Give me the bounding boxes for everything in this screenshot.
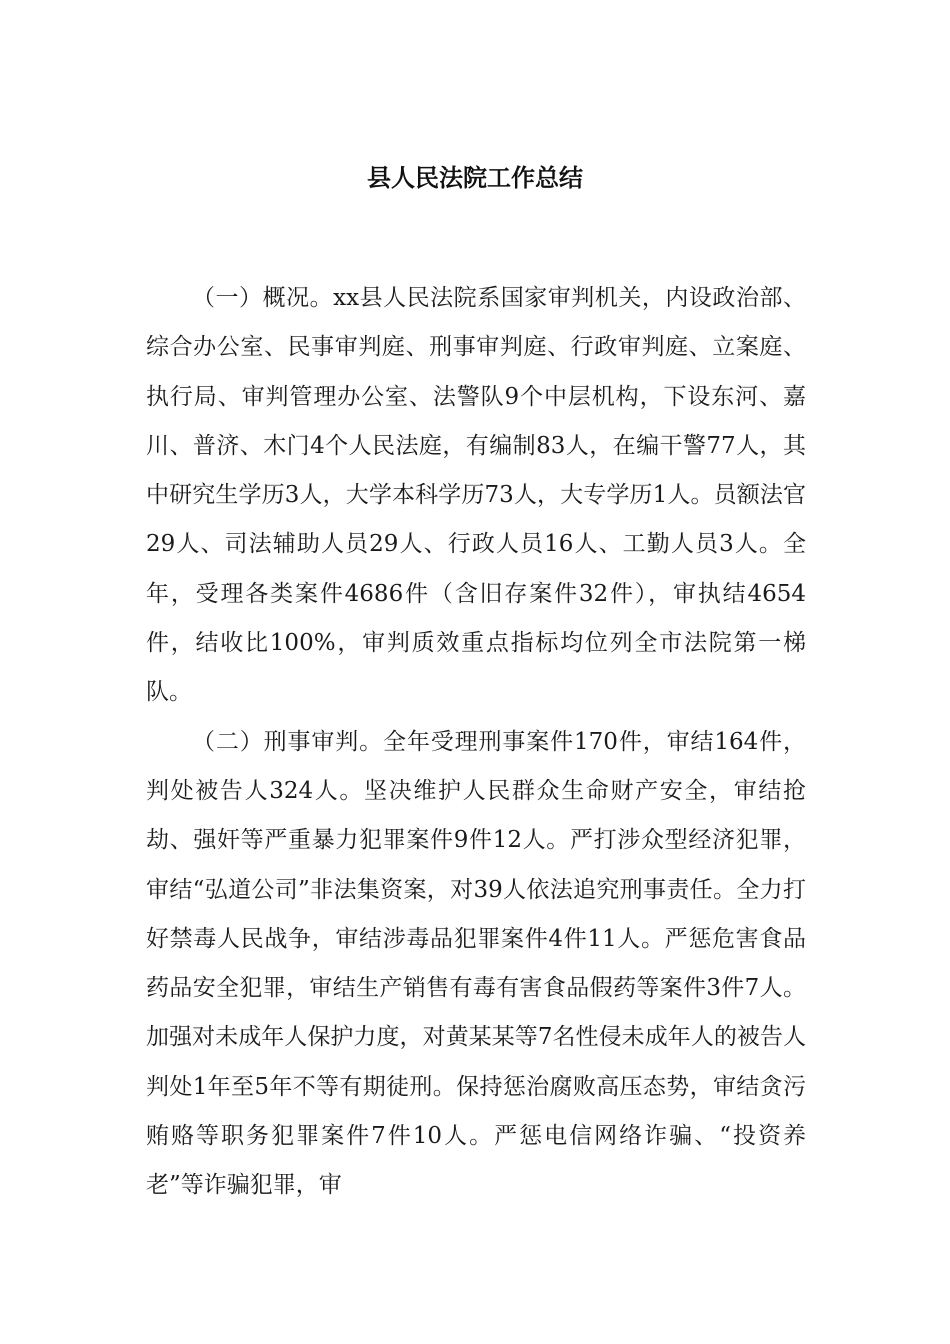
paragraph-overview: （一）概况。xx县人民法院系国家审判机关，内设政治部、综合办公室、民事审判庭、刑事审判庭、行政审判庭、立案庭、执行局、审判管理办公室、法警队9个中层机构，下设东河、嘉川、普济、木门4个人民法庭，有编制83人，在编干警77人，其中研究生学历3人，大学本科学历73人，大专学历1人。员额法官29人、司法辅助人员29人、行政人员16人、工勤人员3人。全年，受理各类案件4686件（含旧存案件32件），审执结4654件，结收比100%，审判质效重点指标均位列全市法院第一梯队。 xyxy=(146,285,806,706)
document-title: 县人民法院工作总结 xyxy=(367,163,583,192)
paragraph-criminal-trial: （二）刑事审判。全年受理刑事案件170件，审结164件，判处被告人324人。坚决维护人民群众生命财产安全，审结抢劫、强奸等严重暴力犯罪案件9件12人。严打涉众型经济犯罪，审结“弘道公司”非法集资案，对39人依法追究刑事责任。全力打好禁毒人民战争，审结涉毒品犯罪案件4件11人。严惩危害食品药品安全犯罪，审结生产销售有毒有害食品假药等案件3件7人。加强对未成年人保护力度，对黄某某等7名性侵未成年人的被告人判处1年至5年不等有期徒刑。保持惩治腐败高压态势，审结贪污贿赂等职务犯罪案件7件10人。严惩电信网络诈骗、“投资养老”等诈骗犯罪，审 xyxy=(146,728,806,1199)
document-body xyxy=(146,274,806,1211)
